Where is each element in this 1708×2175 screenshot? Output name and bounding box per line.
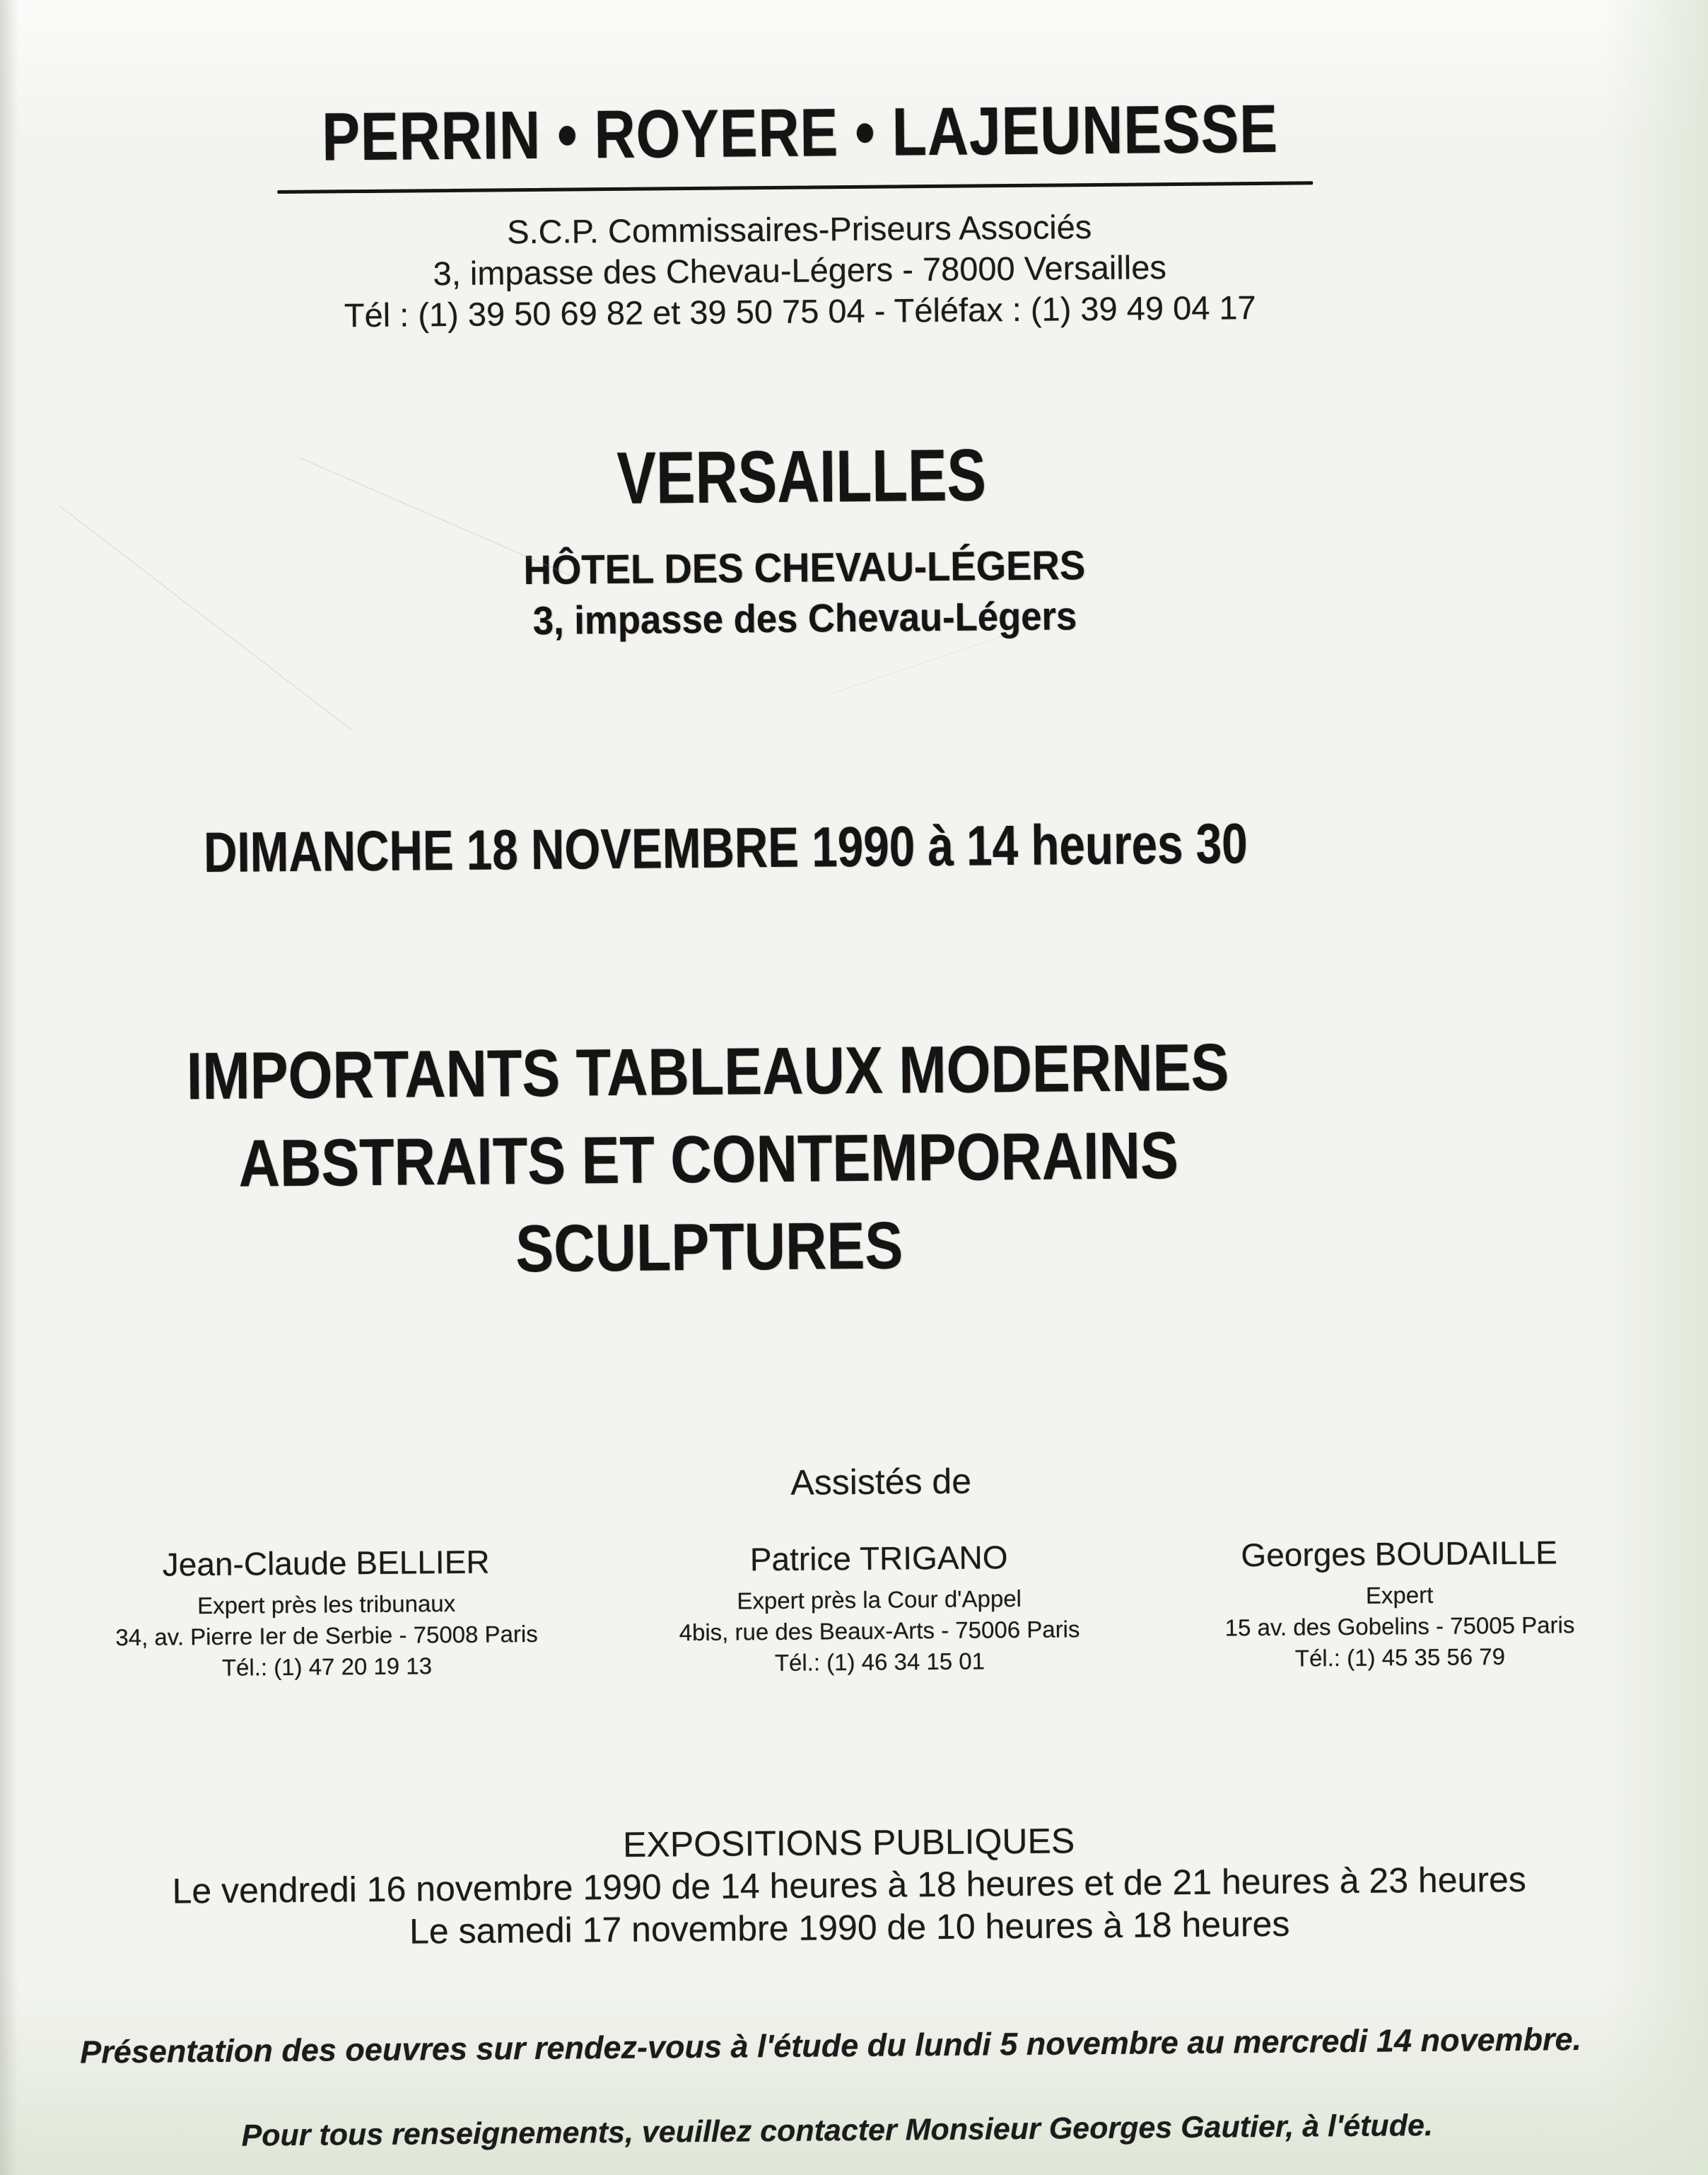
expert-column-boudaille xyxy=(1139,1533,1661,1675)
firm-phone-line: Tél : (1) 39 50 69 82 et 39 50 75 04 - Téléfax : (1) 39 49 04 17 xyxy=(344,288,1256,334)
contact-note: Pour tous renseignements, veuillez contacter Monsieur Georges Gautier, à l'étude. xyxy=(241,2108,1434,2153)
experts-row xyxy=(33,1533,1661,1685)
venue-hotel: HÔTEL DES CHEVAU-LÉGERS xyxy=(523,542,1086,594)
expert-column-bellier xyxy=(33,1542,620,1685)
venue-city: VERSAILLES xyxy=(616,434,987,520)
expert-address: 4bis, rue des Beaux-Arts - 75006 Paris xyxy=(679,1616,1080,1646)
headline-line-3: SCULPTURES xyxy=(515,1208,903,1286)
expert-title: Expert près les tribunaux xyxy=(197,1590,456,1619)
expositions-title: EXPOSITIONS PUBLIQUES xyxy=(622,1821,1075,1865)
headline-line-1: IMPORTANTS TABLEAUX MODERNES xyxy=(186,1030,1229,1114)
expert-column-trigano xyxy=(619,1538,1140,1680)
expert-phone: Tél.: (1) 47 20 19 13 xyxy=(221,1652,433,1681)
sale-headline xyxy=(100,1022,1318,1296)
presentation-note: Présentation des oeuvres sur rendez-vous à l'étude du lundi 5 novembre au mercredi 14 novembre. xyxy=(80,2021,1582,2070)
exposition-session-2: Le samedi 17 novembre 1990 de 10 heures à 18 heures xyxy=(409,1903,1290,1952)
expert-title: Expert près la Cour d'Appel xyxy=(737,1585,1022,1614)
expert-name: Georges BOUDAILLE xyxy=(1241,1534,1558,1574)
venue-street: 3, impasse des Chevau-Légers xyxy=(532,593,1077,643)
headline-line-2: ABSTRAITS ET CONTEMPORAINS xyxy=(238,1118,1179,1201)
expert-name: Jean-Claude BELLIER xyxy=(162,1543,490,1583)
exposition-session-1: Le vendredi 16 novembre 1990 de 14 heures à 18 heures et de 21 heures à 23 heures xyxy=(172,1859,1527,1911)
expert-title: Expert xyxy=(1365,1581,1434,1609)
expert-address: 34, av. Pierre Ier de Serbie - 75008 Paris xyxy=(115,1620,538,1651)
firm-underline-rule xyxy=(277,181,1313,194)
expert-phone: Tél.: (1) 45 35 56 79 xyxy=(1294,1643,1506,1672)
expert-phone: Tél.: (1) 46 34 15 01 xyxy=(774,1648,985,1676)
expert-address: 15 av. des Gobelins - 75005 Paris xyxy=(1224,1611,1575,1641)
sale-datetime: DIMANCHE 18 NOVEMBRE 1990 à 14 heures 30 xyxy=(203,812,1248,885)
firm-subtitle: S.C.P. Commissaires-Priseurs Associés xyxy=(506,208,1092,251)
firm-address: 3, impasse des Chevau-Légers - 78000 Versailles xyxy=(433,248,1167,293)
firm-name: PERRIN • ROYERE • LAJEUNESSE xyxy=(321,91,1279,175)
experts-intro: Assistés de xyxy=(790,1461,972,1503)
paper-crease-mark xyxy=(831,635,1006,694)
expert-name: Patrice TRIGANO xyxy=(749,1539,1008,1578)
